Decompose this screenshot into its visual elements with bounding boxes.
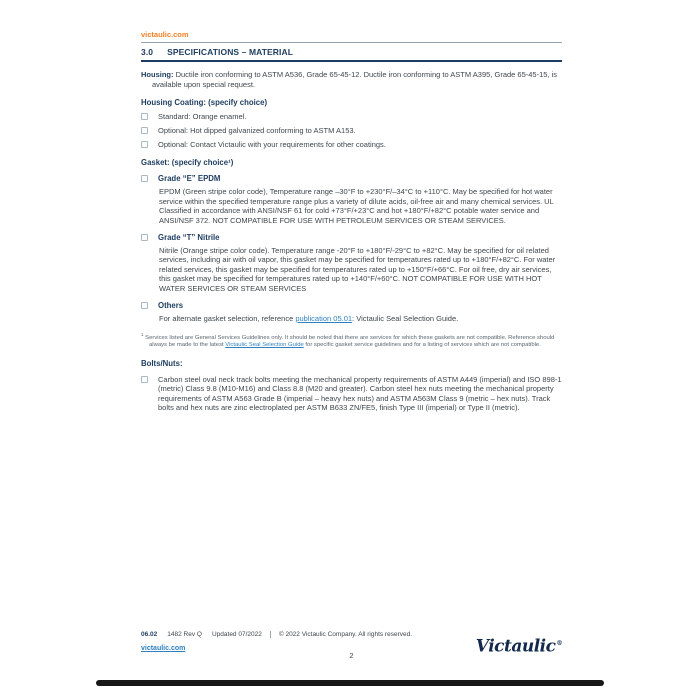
logo-text: Victaulic: [475, 636, 556, 657]
page-number: 2: [349, 651, 354, 660]
footer-divider: [270, 631, 271, 638]
checkbox[interactable]: [141, 141, 148, 148]
housing-paragraph: [141, 70, 562, 89]
footnote-marker: 1: [141, 332, 144, 338]
gasket-grade-e-title: Grade “E” EPDM: [158, 174, 221, 184]
registered-mark: ®: [556, 640, 562, 647]
bolts-heading: Bolts/Nuts:: [141, 358, 183, 368]
top-site-link[interactable]: victaulic.com: [141, 30, 189, 39]
coating-option-other: [141, 140, 562, 150]
gasket-grade-e-description: EPDM (Green stripe color code), Temperature range –30°F to +230°F/–34°C to +110°C. May be specified for hot water service within the specified temperature range plus a variety of dilute acids, oil-free air and many chemical services. UL Classified in accordance with ANSI/NSF 61 for cold +73°F/+23°C and hot +180°F/+82°C potable water service and ANSI/NSF 372. NOT COMPATIBLE FOR USE WITH PETROLEUM SERVICES OR STEAM SERVICES.: [159, 187, 554, 225]
footer-site-link[interactable]: victaulic.com: [141, 645, 186, 652]
bolts-row: [141, 375, 562, 413]
coating-option-label: Optional: Contact Victaulic with your requirements for other coatings.: [158, 139, 386, 149]
others-text-post: : Victaulic Seal Selection Guide.: [352, 313, 459, 323]
coating-option-standard: [141, 112, 562, 122]
housing-text: Ductile iron conforming to ASTM A536, Grade 65-45-12. Ductile iron conforming to ASTM A395, Grade 65-45-15, is available upon special request.: [152, 70, 558, 89]
footer-copyright: © 2022 Victaulic Company. All rights reserved.: [278, 631, 413, 638]
checkbox[interactable]: [141, 127, 148, 134]
coating-option-galvanized: [141, 126, 562, 136]
bottom-bar: [96, 680, 604, 686]
publication-link[interactable]: publication 05.01: [295, 313, 353, 323]
checkbox[interactable]: [141, 234, 148, 241]
footnote-text-post: for specific gasket service guidelines and for a listing of services which are not compatible.: [303, 342, 541, 349]
gasket-others-title: Others: [158, 301, 184, 310]
checkbox[interactable]: [141, 175, 148, 182]
footnote-text-pre: Services listed are General Services Guidelines only. It should be noted that there are services for which these gaskets are not compatible. Reference should always be made to the latest: [145, 335, 555, 349]
gasket-grade-t-description: Nitrile (Orange stripe color code). Temperature range -20°F to +180°F/-29°C to +82°C. May be specified for oil related services, including air with oil vapor, this gasket may be specified for temperatures rated up to +180°F/+82°C. For water related services, this gasket may be specified for temperatures rated up to +150°F/+66°C. For oil free, dry air services, this gasket may be specified for temperatures rated up to +140°F/+60°C. NOT COMPATIBLE FOR USE WITH HOT WATER SERVICES OR STEAM SERVICES: [159, 245, 556, 293]
gasket-others-row: [141, 301, 562, 311]
coating-option-label: Standard: Orange enamel.: [158, 111, 247, 121]
section-number: 3.0: [141, 47, 154, 57]
gasket-heading: Gasket: (specify choice¹): [141, 158, 234, 168]
victaulic-logo: [476, 635, 562, 656]
page-footer: [141, 631, 562, 660]
gasket-footnote: [141, 331, 562, 349]
seal-selection-guide-link[interactable]: Victaulic Seal Selection Guide: [225, 342, 304, 349]
checkbox[interactable]: [141, 376, 148, 383]
checkbox[interactable]: [141, 302, 148, 309]
housing-label: Housing:: [141, 70, 174, 79]
section-title: SPECIFICATIONS – MATERIAL: [167, 47, 294, 57]
checkbox[interactable]: [141, 113, 148, 120]
gasket-grade-e-row: [141, 174, 562, 184]
housing-coating-heading: Housing Coating: (specify choice): [141, 98, 268, 108]
footer-doc-number: 06.02: [141, 631, 158, 638]
others-text-pre: For alternate gasket selection, reference: [159, 313, 296, 323]
footer-revision: 1482 Rev Q: [167, 631, 202, 638]
gasket-others-text: [159, 314, 562, 324]
page-content: [141, 24, 562, 413]
header-rule-thick: [141, 60, 562, 62]
gasket-grade-t-title: Grade “T” Nitrile: [158, 232, 220, 242]
bolts-text: Carbon steel oval neck track bolts meeting the mechanical property requirements of ASTM A449 (imperial) and ISO 898-1 (metric) Class 9.8 (M10-M16) and Class 8.8 (M20 and greater). Carbon steel hex nuts meeting the mechanical property requirements of ASTM A563 Grade B (imperial – heavy hex nuts) and ASTM A563M Class 9 (metric – hex nuts). Track bolts and hex nuts are zinc electroplated per ASTM B633 ZN/FE5, finish Type III (imperial) or Type II (metric).: [158, 374, 562, 413]
gasket-grade-t-row: [141, 233, 562, 243]
section-heading: [141, 43, 562, 60]
coating-option-label: Optional: Hot dipped galvanized conforming to ASTM A153.: [158, 125, 356, 135]
footer-updated: Updated 07/2022: [211, 631, 262, 638]
